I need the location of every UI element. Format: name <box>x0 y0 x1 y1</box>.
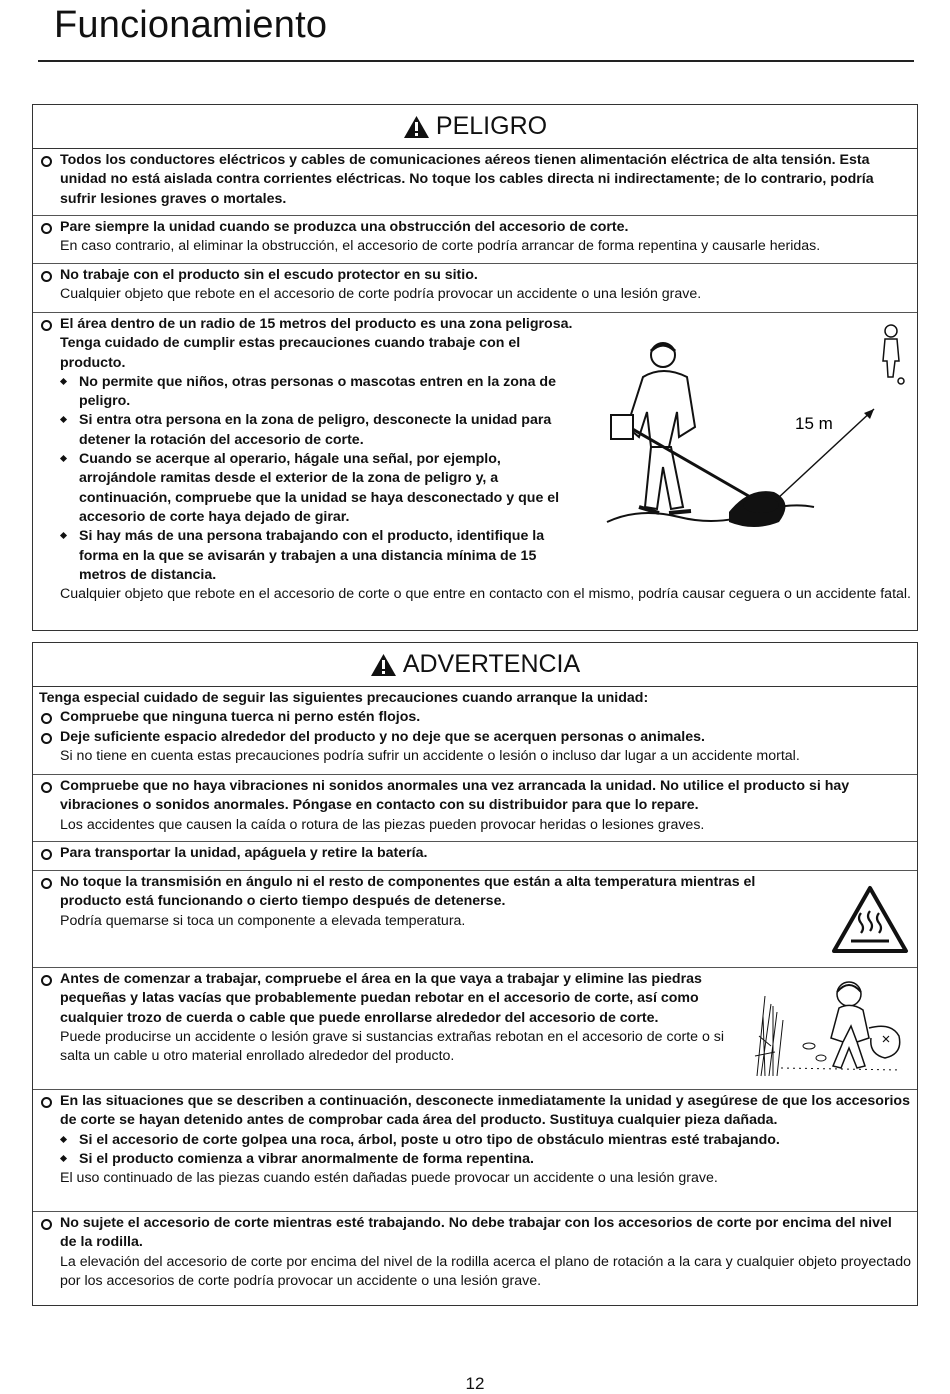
warning-5-bold: Antes de comenzar a trabajar, compruebe el área en la que vaya a trabajar y elimine las piedras pequeñas y latas vacías que probablemente puedan rebotar en el accesorio de corte, así como cualquier trozo de cuerda o cable que puede enrollarse alrededor del accesorio de corte. <box>60 971 702 1026</box>
danger-section-1 <box>33 149 917 216</box>
diamond-bullet-icon <box>60 1131 79 1150</box>
danger-box <box>32 104 918 631</box>
danger-2-bold: Pare siempre la unidad cuando se produzca una obstrucción del accesorio de corte. <box>60 219 629 235</box>
diamond-bullet-icon <box>60 411 79 450</box>
diamond-bullet-icon <box>60 1150 79 1169</box>
danger-4-text: Cualquier objeto que rebote en el accesorio de corte o que entre en contacto con el mismo, podría causar ceguera o un accidente fatal. <box>60 586 911 603</box>
danger-3-bold: No trabaje con el producto sin el escudo protector en su sitio. <box>60 267 478 283</box>
danger-section-3 <box>33 264 917 313</box>
warning-section-1 <box>33 687 917 775</box>
bullet-icon <box>39 708 60 727</box>
danger-section-4 <box>33 313 917 629</box>
danger-2-text: En caso contrario, al eliminar la obstrucción, el accesorio de corte podría arrancar de forma repentina y causarle heridas. <box>60 238 821 255</box>
bullet-icon <box>39 777 60 835</box>
warning-1b-bold: Deje suficiente espacio alrededor del producto y no deje que se acerquen personas o animales. <box>60 728 705 745</box>
warning-section-2 <box>33 775 917 842</box>
bullet-icon <box>39 151 60 209</box>
page-title: Funcionamiento <box>54 4 328 46</box>
warning-4-text: Podría quemarse si toca un componente a elevada temperatura. <box>60 912 466 929</box>
warning-section-5 <box>33 968 917 1090</box>
bullet-icon <box>39 315 60 604</box>
page-number: 12 <box>465 1374 485 1393</box>
debris-illustration <box>751 976 911 1080</box>
warning-heading: ADVERTENCIA <box>402 650 581 678</box>
bullet-icon <box>39 970 60 1066</box>
warning-section-6 <box>33 1090 917 1212</box>
danger-4-bold: El área dentro de un radio de 15 metros del producto es una zona peligrosa. Tenga cuidado de cumplir estas precauciones cuando trabaje con el producto. <box>60 316 573 371</box>
warning-6-sub-2: Si el producto comienza a vibrar anormalmente de forma repentina. <box>79 1150 534 1167</box>
title-divider <box>38 60 914 62</box>
warning-triangle-icon <box>403 115 430 139</box>
danger-header <box>33 105 917 149</box>
diamond-bullet-icon <box>60 527 79 585</box>
warning-6-text: El uso continuado de las piezas cuando estén dañadas puede provocar un accidente o una lesión grave. <box>60 1170 718 1187</box>
warning-6-bold: En las situaciones que se describen a continuación, desconecte inmediatamente la unidad y asegúrese de que los accesorios de corte se hayan detenido antes de comprobar cada área del producto. Sustituya cualquier pieza dañada. <box>60 1093 910 1129</box>
warning-1a-bold: Compruebe que ninguna tuerca ni perno estén flojos. <box>60 709 421 726</box>
danger-zone-illustration <box>599 317 909 537</box>
danger-4-sub-3: Cuando se acerque al operario, hágale una señal, por ejemplo, arrojándole ramitas desde el exterior de la zona de peligro y, a continuación, compruebe que la unidad se haya desconectado y que el accesorio de corte haya dejado de girar. <box>79 451 560 525</box>
warning-7-bold: No sujete el accesorio de corte mientras esté trabajando. No debe trabajar con los accesorios de corte por encima del nivel de la rodilla. <box>60 1215 892 1251</box>
bullet-icon <box>39 1214 60 1291</box>
bullet-icon <box>39 728 60 767</box>
warning-triangle-icon <box>370 653 397 677</box>
danger-4-sub-1: No permite que niños, otras personas o mascotas entren en la zona de peligro. <box>79 373 556 410</box>
warning-section-4 <box>33 871 917 968</box>
danger-3-text: Cualquier objeto que rebote en el accesorio de corte podría provocar un accidente o una lesión grave. <box>60 286 702 303</box>
danger-1-bold: Todos los conductores eléctricos y cables de comunicaciones aéreos tienen alimentación eléctrica de alta tensión. Esta unidad no está aislada contra corrientes eléctricas. No toque los cables directa ni indirectamente; de lo contrario, podría sufrir lesiones graves o mortales. <box>60 152 874 207</box>
bullet-icon <box>39 218 60 257</box>
warning-5-text: Puede producirse un accidente o lesión grave si sustancias extrañas rebotan en el accesorio de corte o si salta un cable u otro material enrollado alrededor del producto. <box>60 1028 725 1065</box>
warning-section-3 <box>33 842 917 871</box>
warning-box <box>32 642 918 1306</box>
warning-intro: Tenga especial cuidado de seguir las siguientes precauciones cuando arranque la unidad: <box>39 690 649 706</box>
diamond-bullet-icon <box>60 450 79 527</box>
warning-3-bold: Para transportar la unidad, apáguela y retire la batería. <box>60 845 428 861</box>
bullet-icon <box>39 1092 60 1188</box>
warning-2-text: Los accidentes que causen la caída o rotura de las piezas pueden provocar heridas o lesiones graves. <box>60 816 705 833</box>
warning-section-7 <box>33 1212 917 1298</box>
danger-heading: PELIGRO <box>435 112 548 140</box>
warning-2-bold: Compruebe que no haya vibraciones ni sonidos anormales una vez arrancada la unidad. No utilice el producto si hay vibraciones o sonidos anormales. Póngase en contacto con su distribuidor para que lo repare. <box>60 778 850 814</box>
warning-7-text: La elevación del accesorio de corte por encima del nivel de la rodilla acerca el plano de rotación a la cara y cualquier objeto proyectado por los accesorios de corte podría provocar un accidente o una lesión grave. <box>60 1253 911 1289</box>
danger-section-2 <box>33 216 917 264</box>
bullet-icon <box>39 873 60 931</box>
danger-4-sub-2: Si entra otra persona en la zona de peligro, desconecte la unidad para detener la rotación del accesorio de corte. <box>79 412 552 448</box>
bullet-icon <box>39 844 60 863</box>
danger-4-sub-4: Si hay más de una persona trabajando con el producto, identifique la forma en la que se avisarán y trabajen a una distancia mínima de 15 metros de distancia. <box>79 528 545 583</box>
diamond-bullet-icon <box>60 373 79 412</box>
bullet-icon <box>39 266 60 305</box>
warning-header <box>33 643 917 687</box>
hot-surface-icon <box>831 885 909 955</box>
distance-label: 15 m <box>795 414 833 433</box>
warning-6-sub-1: Si el accesorio de corte golpea una roca, árbol, poste u otro tipo de obstáculo mientras esté trabajando. <box>79 1131 780 1148</box>
warning-4-bold: No toque la transmisión en ángulo ni el resto de componentes que están a alta temperatura mientras el producto está funcionando o cierto tiempo después de detenerse. <box>60 874 756 910</box>
warning-1b-text: Si no tiene en cuenta estas precauciones podría sufrir un accidente o lesión o incluso dar lugar a un accidente mortal. <box>60 747 800 764</box>
